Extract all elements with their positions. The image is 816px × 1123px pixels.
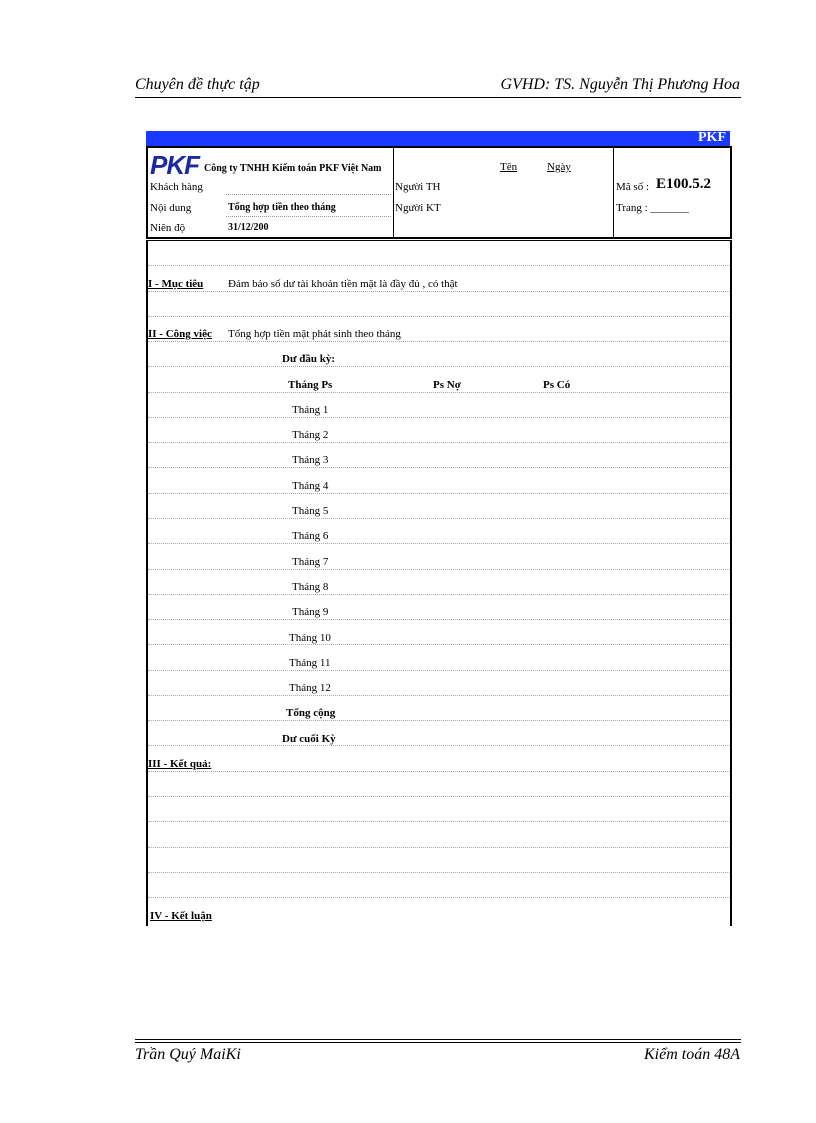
nguoi-kt-label: Người KT xyxy=(395,202,441,214)
page-header-right: GVHD: TS. Nguyễn Thị Phương Hoa xyxy=(500,76,740,93)
noi-dung-value: Tổng hợp tiền theo tháng xyxy=(228,202,336,213)
ma-so-label: Mã số : xyxy=(616,181,649,193)
nien-do-label: Niên độ xyxy=(150,222,186,234)
cong-viec-label: II - Công việc xyxy=(148,328,212,340)
month-row: Tháng 12 xyxy=(289,682,331,694)
work-area xyxy=(146,240,732,926)
month-row: Tháng 2 xyxy=(292,429,329,441)
muc-tieu-label: I - Mục tiêu xyxy=(148,278,204,290)
page-header-left: Chuyên đề thực tập xyxy=(135,76,260,93)
month-row: Tháng 10 xyxy=(289,632,331,644)
header-rule xyxy=(135,97,741,98)
nien-do-value: 31/12/200 xyxy=(228,222,269,233)
tong-cong: Tổng cộng xyxy=(286,707,336,719)
footer-rule-2 xyxy=(135,1042,741,1043)
month-row: Tháng 7 xyxy=(292,556,329,568)
du-cuoi-ky: Dư cuối Kỳ xyxy=(282,733,336,745)
pkf-banner xyxy=(146,131,730,146)
cong-viec-text: Tổng hợp tiền mặt phát sinh theo tháng xyxy=(228,328,401,340)
trang-label: Trang : _______ xyxy=(616,202,689,214)
month-row: Tháng 5 xyxy=(292,505,329,517)
header-ps-no: Ps Nợ xyxy=(433,379,461,391)
page-footer-left: Trần Quý MaiKi xyxy=(135,1046,241,1063)
month-row: Tháng 6 xyxy=(292,530,329,542)
header-ps-co: Ps Có xyxy=(543,379,571,391)
month-row: Tháng 4 xyxy=(292,480,329,492)
nguoi-th-label: Người TH xyxy=(395,181,441,193)
du-dau-ky: Dư đầu kỳ: xyxy=(282,353,336,365)
month-row: Tháng 8 xyxy=(292,581,329,593)
ket-qua-label: III - Kết quả: xyxy=(148,758,212,770)
ten-label: Tên xyxy=(500,161,518,173)
khach-hang-label: Khách hàng xyxy=(150,181,203,193)
header-thang-ps: Tháng Ps xyxy=(288,379,333,391)
page-footer-right: Kiểm toán 48A xyxy=(644,1046,740,1063)
muc-tieu-text: Đảm bảo số dư tài khoản tiền mặt là đầy đủ , có thật xyxy=(228,278,458,290)
month-row: Tháng 1 xyxy=(292,404,329,416)
pkf-logo: PKF xyxy=(150,150,199,180)
month-row: Tháng 3 xyxy=(292,454,329,466)
info-box xyxy=(146,146,732,239)
footer-rule-1 xyxy=(135,1039,741,1040)
ket-luan-label: IV - Kết luận xyxy=(150,910,212,922)
ngay-label: Ngày xyxy=(547,161,571,173)
ma-so-value: E100.5.2 xyxy=(656,176,712,192)
banner-tag: PKF xyxy=(698,130,726,145)
company-name: Công ty TNHH Kiểm toán PKF Việt Nam xyxy=(204,163,382,174)
month-row: Tháng 9 xyxy=(292,606,329,618)
month-row: Tháng 11 xyxy=(289,657,331,669)
noi-dung-label: Nội dung xyxy=(150,202,192,214)
